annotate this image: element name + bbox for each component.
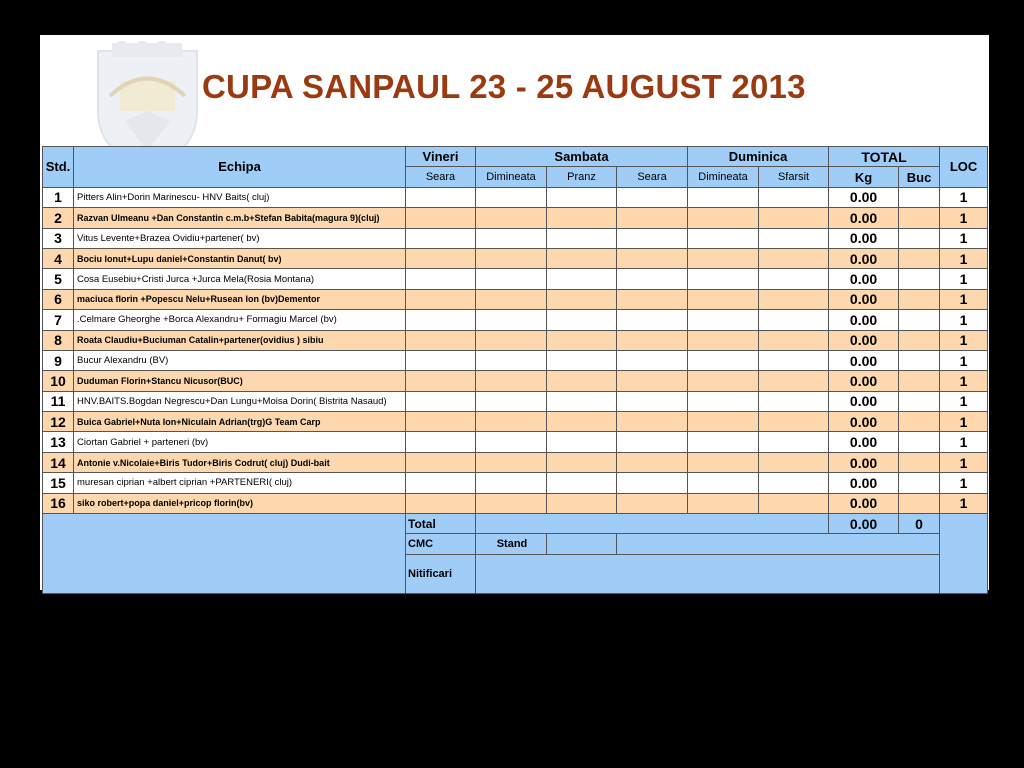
row-buc[interactable] — [899, 350, 940, 370]
row-cell-dimineata-2[interactable] — [688, 269, 759, 289]
row-cell-seara[interactable] — [406, 473, 476, 493]
row-cell-pranz[interactable] — [547, 330, 617, 350]
table-row — [43, 432, 988, 452]
row-buc[interactable] — [899, 452, 940, 472]
row-team: Ciortan Gabriel + parteneri (bv) — [74, 432, 406, 452]
row-buc[interactable] — [899, 269, 940, 289]
row-buc[interactable] — [899, 187, 940, 207]
row-cell-dimineata-2[interactable] — [688, 493, 759, 513]
row-std: 15 — [43, 473, 74, 493]
table-row — [43, 473, 988, 493]
total-kg: 0.00 — [829, 514, 899, 534]
footer-blank — [43, 514, 406, 594]
row-cell-pranz[interactable] — [547, 187, 617, 207]
row-std: 12 — [43, 412, 74, 432]
row-buc[interactable] — [899, 432, 940, 452]
table-row — [43, 248, 988, 268]
row-cell-dimineata-2[interactable] — [688, 473, 759, 493]
row-cell-dimineata-2[interactable] — [688, 310, 759, 330]
row-cell-dimineata-2[interactable] — [688, 391, 759, 411]
row-team: Pitters Alin+Dorin Marinescu- HNV Baits( cluj) — [74, 187, 406, 207]
row-std: 2 — [43, 208, 74, 228]
row-cell-seara-2[interactable] — [617, 289, 688, 309]
row-std: 8 — [43, 330, 74, 350]
row-cell-seara-2[interactable] — [617, 248, 688, 268]
row-buc[interactable] — [899, 412, 940, 432]
row-buc[interactable] — [899, 248, 940, 268]
row-cell-dimineata-2[interactable] — [688, 350, 759, 370]
row-cell-sfarsit[interactable] — [759, 248, 829, 268]
row-cell-dimineata[interactable] — [476, 187, 547, 207]
row-cell-pranz[interactable] — [547, 228, 617, 248]
table-row — [43, 452, 988, 472]
row-cell-seara[interactable] — [406, 493, 476, 513]
row-cell-dimineata[interactable] — [476, 269, 547, 289]
subheader-kg: Kg — [829, 167, 899, 187]
row-cell-sfarsit[interactable] — [759, 330, 829, 350]
row-cell-sfarsit[interactable] — [759, 412, 829, 432]
cmc-label: CMC — [406, 534, 476, 554]
row-std: 3 — [43, 228, 74, 248]
row-cell-seara[interactable] — [406, 412, 476, 432]
row-cell-seara-2[interactable] — [617, 269, 688, 289]
row-cell-sfarsit[interactable] — [759, 187, 829, 207]
row-cell-dimineata[interactable] — [476, 310, 547, 330]
row-cell-dimineata-2[interactable] — [688, 248, 759, 268]
table-row — [43, 371, 988, 391]
row-kg: 0.00 — [829, 248, 899, 268]
row-loc: 1 — [940, 493, 988, 513]
row-cell-dimineata[interactable] — [476, 208, 547, 228]
row-team: Bociu Ionut+Lupu daniel+Constantin Danut( bv) — [74, 248, 406, 268]
row-cell-dimineata[interactable] — [476, 228, 547, 248]
row-cell-seara-2[interactable] — [617, 412, 688, 432]
header-total: TOTAL — [829, 147, 940, 167]
row-cell-pranz[interactable] — [547, 208, 617, 228]
row-std: 4 — [43, 248, 74, 268]
row-cell-dimineata[interactable] — [476, 432, 547, 452]
row-buc[interactable] — [899, 208, 940, 228]
table-row — [43, 208, 988, 228]
row-kg: 0.00 — [829, 412, 899, 432]
row-team: .Celmare Gheorghe +Borca Alexandru+ Formagiu Marcel (bv) — [74, 310, 406, 330]
total-label: Total — [406, 514, 476, 534]
cmc-blank — [617, 534, 940, 554]
row-cell-dimineata[interactable] — [476, 248, 547, 268]
row-std: 10 — [43, 371, 74, 391]
row-std: 16 — [43, 493, 74, 513]
row-kg: 0.00 — [829, 310, 899, 330]
row-std: 13 — [43, 432, 74, 452]
row-loc: 1 — [940, 473, 988, 493]
row-loc: 1 — [940, 412, 988, 432]
row-loc: 1 — [940, 432, 988, 452]
row-cell-pranz[interactable] — [547, 289, 617, 309]
row-team: Roata Claudiu+Buciuman Catalin+partener(ovidius ) sibiu — [74, 330, 406, 350]
table-row — [43, 412, 988, 432]
row-cell-dimineata[interactable] — [476, 350, 547, 370]
row-team: siko robert+popa daniel+pricop florin(bv) — [74, 493, 406, 513]
row-cell-dimineata-2[interactable] — [688, 412, 759, 432]
row-cell-seara[interactable] — [406, 432, 476, 452]
subheader-seara: Seara — [406, 167, 476, 187]
header-sambata: Sambata — [476, 147, 688, 167]
row-cell-pranz[interactable] — [547, 493, 617, 513]
row-cell-pranz[interactable] — [547, 473, 617, 493]
row-cell-sfarsit[interactable] — [759, 289, 829, 309]
row-cell-seara[interactable] — [406, 310, 476, 330]
row-kg: 0.00 — [829, 452, 899, 472]
row-std: 9 — [43, 350, 74, 370]
row-team: Buica Gabriel+Nuta Ion+Niculain Adrian(trg)G Team Carp — [74, 412, 406, 432]
row-team: HNV.BAITS.Bogdan Negrescu+Dan Lungu+Moisa Dorin( Bistrita Nasaud) — [74, 391, 406, 411]
stand-label: Stand — [476, 534, 547, 554]
row-kg: 0.00 — [829, 493, 899, 513]
row-buc[interactable] — [899, 493, 940, 513]
row-loc: 1 — [940, 371, 988, 391]
row-cell-pranz[interactable] — [547, 391, 617, 411]
row-kg: 0.00 — [829, 289, 899, 309]
row-cell-dimineata[interactable] — [476, 452, 547, 472]
row-cell-seara-2[interactable] — [617, 350, 688, 370]
row-cell-dimineata[interactable] — [476, 289, 547, 309]
table-row — [43, 269, 988, 289]
row-buc[interactable] — [899, 228, 940, 248]
row-cell-seara-2[interactable] — [617, 452, 688, 472]
stand-value[interactable] — [547, 534, 617, 554]
row-kg: 0.00 — [829, 187, 899, 207]
row-cell-pranz[interactable] — [547, 371, 617, 391]
row-kg: 0.00 — [829, 208, 899, 228]
row-cell-seara-2[interactable] — [617, 432, 688, 452]
row-buc[interactable] — [899, 371, 940, 391]
row-std: 11 — [43, 391, 74, 411]
row-cell-sfarsit[interactable] — [759, 432, 829, 452]
table-row — [43, 289, 988, 309]
row-cell-sfarsit[interactable] — [759, 228, 829, 248]
header-row-1 — [43, 147, 988, 167]
row-kg: 0.00 — [829, 228, 899, 248]
row-buc[interactable] — [899, 391, 940, 411]
total-loc-blank — [940, 514, 988, 594]
row-kg: 0.00 — [829, 391, 899, 411]
total-buc: 0 — [899, 514, 940, 534]
row-kg: 0.00 — [829, 473, 899, 493]
row-cell-dimineata[interactable] — [476, 412, 547, 432]
table-row — [43, 330, 988, 350]
row-cell-seara-2[interactable] — [617, 391, 688, 411]
row-cell-pranz[interactable] — [547, 350, 617, 370]
header-std: Std. — [43, 147, 74, 188]
row-cell-dimineata[interactable] — [476, 330, 547, 350]
row-kg: 0.00 — [829, 269, 899, 289]
row-cell-sfarsit[interactable] — [759, 371, 829, 391]
row-loc: 1 — [940, 248, 988, 268]
row-cell-dimineata[interactable] — [476, 371, 547, 391]
row-cell-seara-2[interactable] — [617, 310, 688, 330]
header-vineri: Vineri — [406, 147, 476, 167]
row-cell-pranz[interactable] — [547, 269, 617, 289]
row-team: Duduman Florin+Stancu Nicusor(BUC) — [74, 371, 406, 391]
table-row — [43, 350, 988, 370]
header-duminica: Duminica — [688, 147, 829, 167]
row-buc[interactable] — [899, 289, 940, 309]
row-cell-sfarsit[interactable] — [759, 350, 829, 370]
table-row — [43, 391, 988, 411]
row-loc: 1 — [940, 228, 988, 248]
row-cell-dimineata-2[interactable] — [688, 187, 759, 207]
spreadsheet-sheet — [40, 35, 989, 590]
row-cell-dimineata-2[interactable] — [688, 208, 759, 228]
row-cell-seara[interactable] — [406, 350, 476, 370]
row-cell-pranz[interactable] — [547, 310, 617, 330]
row-std: 5 — [43, 269, 74, 289]
subheader-sfarsit: Sfarsit — [759, 167, 829, 187]
row-cell-dimineata[interactable] — [476, 493, 547, 513]
row-loc: 1 — [940, 350, 988, 370]
total-blank — [476, 514, 829, 534]
row-kg: 0.00 — [829, 350, 899, 370]
row-cell-dimineata-2[interactable] — [688, 371, 759, 391]
row-cell-seara-2[interactable] — [617, 330, 688, 350]
row-cell-dimineata[interactable] — [476, 391, 547, 411]
header-echipa: Echipa — [74, 147, 406, 188]
row-loc: 1 — [940, 310, 988, 330]
row-cell-pranz[interactable] — [547, 452, 617, 472]
row-std: 1 — [43, 187, 74, 207]
row-team: maciuca florin +Popescu Nelu+Rusean Ion (bv)Dementor — [74, 289, 406, 309]
row-cell-sfarsit[interactable] — [759, 269, 829, 289]
row-team: Razvan Ulmeanu +Dan Constantin c.m.b+Stefan Babita(magura 9)(cluj) — [74, 208, 406, 228]
row-buc[interactable] — [899, 310, 940, 330]
row-buc[interactable] — [899, 473, 940, 493]
notif-label: Nitificari — [406, 554, 476, 593]
row-cell-seara-2[interactable] — [617, 187, 688, 207]
row-cell-seara[interactable] — [406, 269, 476, 289]
row-cell-sfarsit[interactable] — [759, 391, 829, 411]
row-cell-seara[interactable] — [406, 228, 476, 248]
row-loc: 1 — [940, 269, 988, 289]
row-cell-seara-2[interactable] — [617, 208, 688, 228]
row-cell-pranz[interactable] — [547, 432, 617, 452]
table-row — [43, 493, 988, 513]
row-cell-dimineata-2[interactable] — [688, 289, 759, 309]
row-loc: 1 — [940, 330, 988, 350]
row-buc[interactable] — [899, 330, 940, 350]
row-cell-dimineata-2[interactable] — [688, 432, 759, 452]
table-row — [43, 187, 988, 207]
results-table — [42, 146, 988, 594]
table-row — [43, 310, 988, 330]
subheader-dimineata: Dimineata — [476, 167, 547, 187]
row-team: Vitus Levente+Brazea Ovidiu+partener( bv) — [74, 228, 406, 248]
subheader-dimineata-2: Dimineata — [688, 167, 759, 187]
row-team: Cosa Eusebiu+Cristi Jurca +Jurca Mela(Rosia Montana) — [74, 269, 406, 289]
row-cell-seara-2[interactable] — [617, 228, 688, 248]
row-std: 14 — [43, 452, 74, 472]
page-title: CUPA SANPAUL 23 - 25 AUGUST 2013 — [202, 68, 806, 105]
row-loc: 1 — [940, 289, 988, 309]
row-cell-seara[interactable] — [406, 208, 476, 228]
row-cell-dimineata-2[interactable] — [688, 330, 759, 350]
row-team: Bucur Alexandru (BV) — [74, 350, 406, 370]
row-cell-dimineata[interactable] — [476, 473, 547, 493]
header-loc: LOC — [940, 147, 988, 188]
row-loc: 1 — [940, 452, 988, 472]
subheader-pranz: Pranz — [547, 167, 617, 187]
subheader-buc: Buc — [899, 167, 940, 187]
row-cell-pranz[interactable] — [547, 412, 617, 432]
row-cell-sfarsit[interactable] — [759, 208, 829, 228]
row-cell-seara[interactable] — [406, 330, 476, 350]
row-cell-seara-2[interactable] — [617, 493, 688, 513]
row-kg: 0.00 — [829, 432, 899, 452]
row-cell-seara-2[interactable] — [617, 473, 688, 493]
row-team: Antonie v.Nicolaie+Biris Tudor+Biris Codrut( cluj) Dudi-bait — [74, 452, 406, 472]
row-cell-seara[interactable] — [406, 248, 476, 268]
row-std: 7 — [43, 310, 74, 330]
row-cell-sfarsit[interactable] — [759, 473, 829, 493]
total-row — [43, 514, 988, 534]
row-kg: 0.00 — [829, 371, 899, 391]
row-cell-seara[interactable] — [406, 391, 476, 411]
table-row — [43, 228, 988, 248]
row-loc: 1 — [940, 208, 988, 228]
row-cell-seara[interactable] — [406, 187, 476, 207]
row-cell-seara[interactable] — [406, 289, 476, 309]
row-cell-seara[interactable] — [406, 452, 476, 472]
row-cell-dimineata-2[interactable] — [688, 452, 759, 472]
notif-value[interactable] — [476, 554, 940, 593]
row-kg: 0.00 — [829, 330, 899, 350]
row-cell-sfarsit[interactable] — [759, 452, 829, 472]
row-cell-seara-2[interactable] — [617, 371, 688, 391]
row-cell-sfarsit[interactable] — [759, 310, 829, 330]
row-cell-pranz[interactable] — [547, 248, 617, 268]
row-cell-dimineata-2[interactable] — [688, 228, 759, 248]
row-loc: 1 — [940, 187, 988, 207]
subheader-seara-2: Seara — [617, 167, 688, 187]
row-team: muresan ciprian +albert ciprian +PARTENERI( cluj) — [74, 473, 406, 493]
row-loc: 1 — [940, 391, 988, 411]
row-std: 6 — [43, 289, 74, 309]
row-cell-sfarsit[interactable] — [759, 493, 829, 513]
row-cell-seara[interactable] — [406, 371, 476, 391]
